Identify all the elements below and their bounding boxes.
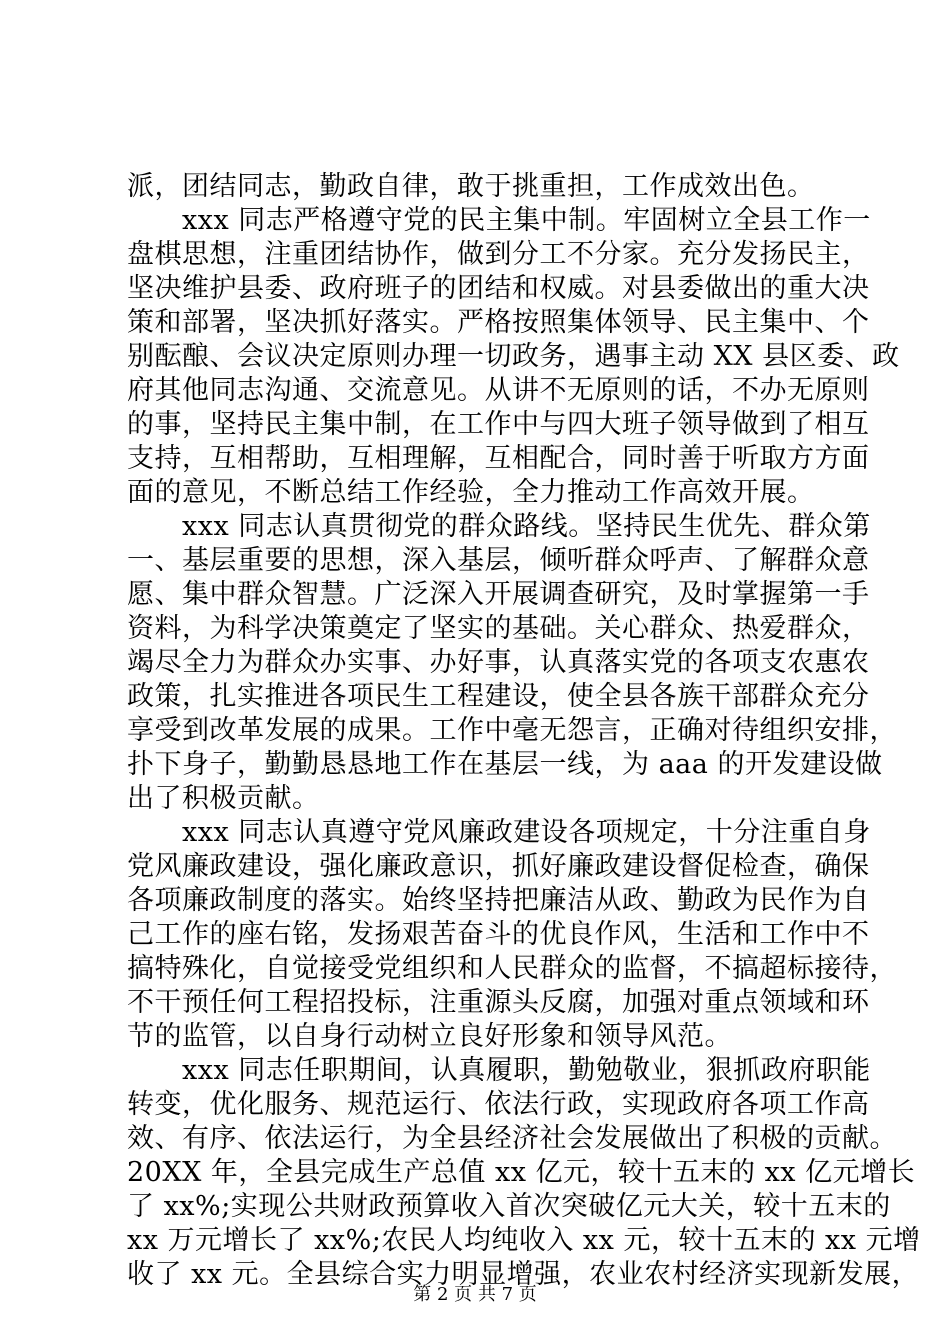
text-line: 政策，扎实推进各项民生工程建设，使全县各族干部群众充分	[127, 681, 870, 712]
text-line: 策和部署，坚决抓好落实。严格按照集体领导、民主集中、个	[127, 307, 870, 338]
page-number-footer: 第 2 页 共 7 页	[413, 1284, 537, 1305]
text-line: xxx 同志认真遵守党风廉政建设各项规定，十分注重自身	[127, 817, 871, 848]
text-line: 20XX 年，全县完成生产总值 xx 亿元，较十五末的 xx 亿元增长	[127, 1157, 916, 1188]
text-line: 派，团结同志，勤政自律，敢于挑重担，工作成效出色。	[127, 171, 815, 202]
text-line: 出了积极贡献。	[127, 783, 320, 814]
text-line: 不干预任何工程招投标，注重源头反腐，加强对重点领域和环	[127, 987, 870, 1018]
text-line: xx 万元增长了 xx%;农民人均纯收入 xx 元，较十五末的 xx 元增	[127, 1225, 921, 1256]
text-line: xxx 同志认真贯彻党的群众路线。坚持民生优先、群众第	[127, 511, 871, 542]
text-line: 一、基层重要的思想，深入基层，倾听群众呼声、了解群众意	[127, 545, 870, 576]
text-line: 各项廉政制度的落实。始终坚持把廉洁从政、勤政为民作为自	[127, 885, 870, 916]
text-line: 支持，互相帮助，互相理解，互相配合，同时善于听取方方面	[127, 443, 870, 474]
text-line: 转变，优化服务、规范运行、依法行政，实现政府各项工作高	[127, 1089, 870, 1120]
text-line: 己工作的座右铭，发扬艰苦奋斗的优良作风，生活和工作中不	[127, 919, 870, 950]
text-line: xxx 同志任职期间，认真履职，勤勉敬业，狠抓政府职能	[127, 1055, 871, 1086]
text-line: 盘棋思想，注重团结协作，做到分工不分家。充分发扬民主，	[127, 239, 870, 270]
text-line: 收了 xx 元。全县综合实力明显增强，农业农村经济实现新发展，	[127, 1259, 920, 1290]
text-line: 了 xx%;实现公共财政预算收入首次突破亿元大关，较十五末的	[127, 1191, 891, 1222]
text-line: 享受到改革发展的成果。工作中毫无怨言，正确对待组织安排，	[127, 715, 897, 746]
text-line: 面的意见，不断总结工作经验，全力推动工作高效开展。	[127, 477, 815, 508]
text-line: 搞特殊化，自觉接受党组织和人民群众的监督，不搞超标接待，	[127, 953, 897, 984]
text-line: 资料，为科学决策奠定了坚实的基础。关心群众、热爱群众，	[127, 613, 870, 644]
text-line: xxx 同志严格遵守党的民主集中制。牢固树立全县工作一	[127, 205, 871, 236]
text-line: 坚决维护县委、政府班子的团结和权威。对县委做出的重大决	[127, 273, 870, 304]
text-line: 愿、集中群众智慧。广泛深入开展调查研究，及时掌握第一手	[127, 579, 870, 610]
text-line: 扑下身子，勤勤恳恳地工作在基层一线，为 aaa 的开发建设做	[127, 749, 883, 780]
text-line: 竭尽全力为群众办实事、办好事，认真落实党的各项支农惠农	[127, 647, 870, 678]
text-line: 别酝酿、会议决定原则办理一切政务，遇事主动 XX 县区委、政	[127, 341, 900, 372]
text-line: 的事，坚持民主集中制，在工作中与四大班子领导做到了相互	[127, 409, 870, 440]
text-line: 府其他同志沟通、交流意见。从讲不无原则的话，不办无原则	[127, 375, 870, 406]
text-line: 节的监管，以自身行动树立良好形象和领导风范。	[127, 1021, 732, 1052]
text-line: 效、有序、依法运行，为全县经济社会发展做出了积极的贡献。	[127, 1123, 897, 1154]
text-line: 党风廉政建设，强化廉政意识，抓好廉政建设督促检查，确保	[127, 851, 870, 882]
